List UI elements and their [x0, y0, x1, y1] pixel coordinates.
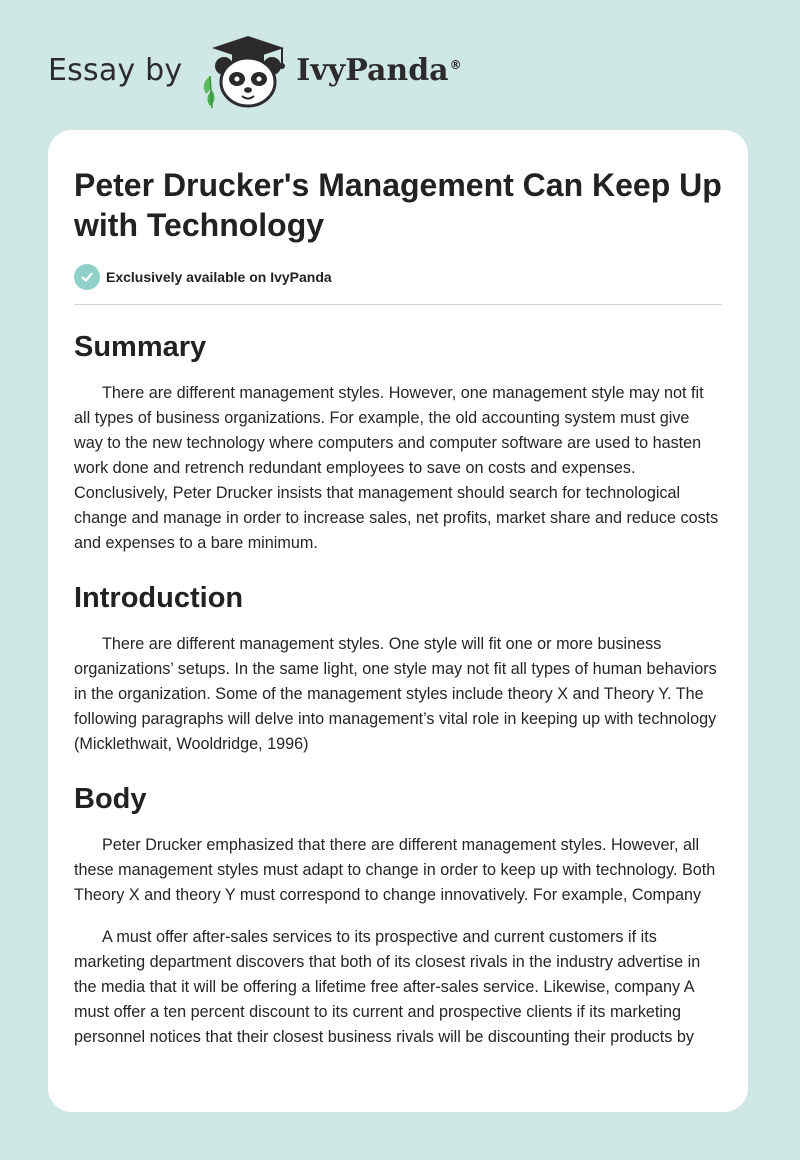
section-heading-introduction: Introduction [74, 582, 244, 614]
summary-paragraph: There are different management styles. However, one management style may not fit all types of business organizations. For example, the old accounting system must give way to the new technology where computers and computer software are used to hasten work done and retrench redundant employees to save on costs and expenses. Conclusively, Peter Drucker insists that management should search for technological change and manage in order to increase sales, net profits, market share and reduce costs and expenses to a bare minimum. [74, 384, 719, 552]
exclusive-badge-label: Exclusively available on IvyPanda [106, 269, 332, 285]
section-heading-summary: Summary [74, 331, 207, 363]
body-paragraph-1: Peter Drucker emphasized that there are different management styles. However, all these management styles must adapt to change in order to keep up with technology. Both Theory X and theory Y must correspond to change innovatively. For example, Company [74, 836, 716, 904]
section-heading-body: Body [74, 783, 147, 815]
essay-card [48, 130, 748, 1112]
body-paragraph-2: A must offer after-sales services to its prospective and current customers if its marketing department discovers that both of its closest rivals in the industry advertise in the media that it will be offering a lifetime free after-sales service. Likewise, company A must offer a ten percent discount to its current and prospective clients if its marketing personnel notices that their closest business rivals will be discounting their products by [74, 928, 701, 1046]
brand-name [296, 53, 461, 88]
exclusive-badge [74, 263, 722, 291]
essay-title: Peter Drucker's Management Can Keep Up with Technology [74, 167, 722, 243]
checkmark-icon [74, 264, 100, 290]
brand-name-text: IvyPanda [296, 52, 449, 88]
introduction-paragraph: There are different management styles. One style will fit one or more business organizations’ setups. In the same light, one style may not fit all types of human behaviors in the organization. Some of the management styles include theory X and Theory Y. The following paragraphs will delve into management’s vital role in keeping up with technology (Micklethwait, Wooldridge, 1996) [74, 635, 717, 753]
registered-mark: ® [449, 57, 462, 72]
brand-header [48, 30, 462, 110]
divider [74, 304, 722, 305]
brand-prefix: Essay by [48, 52, 183, 88]
panda-logo-icon [198, 30, 290, 110]
